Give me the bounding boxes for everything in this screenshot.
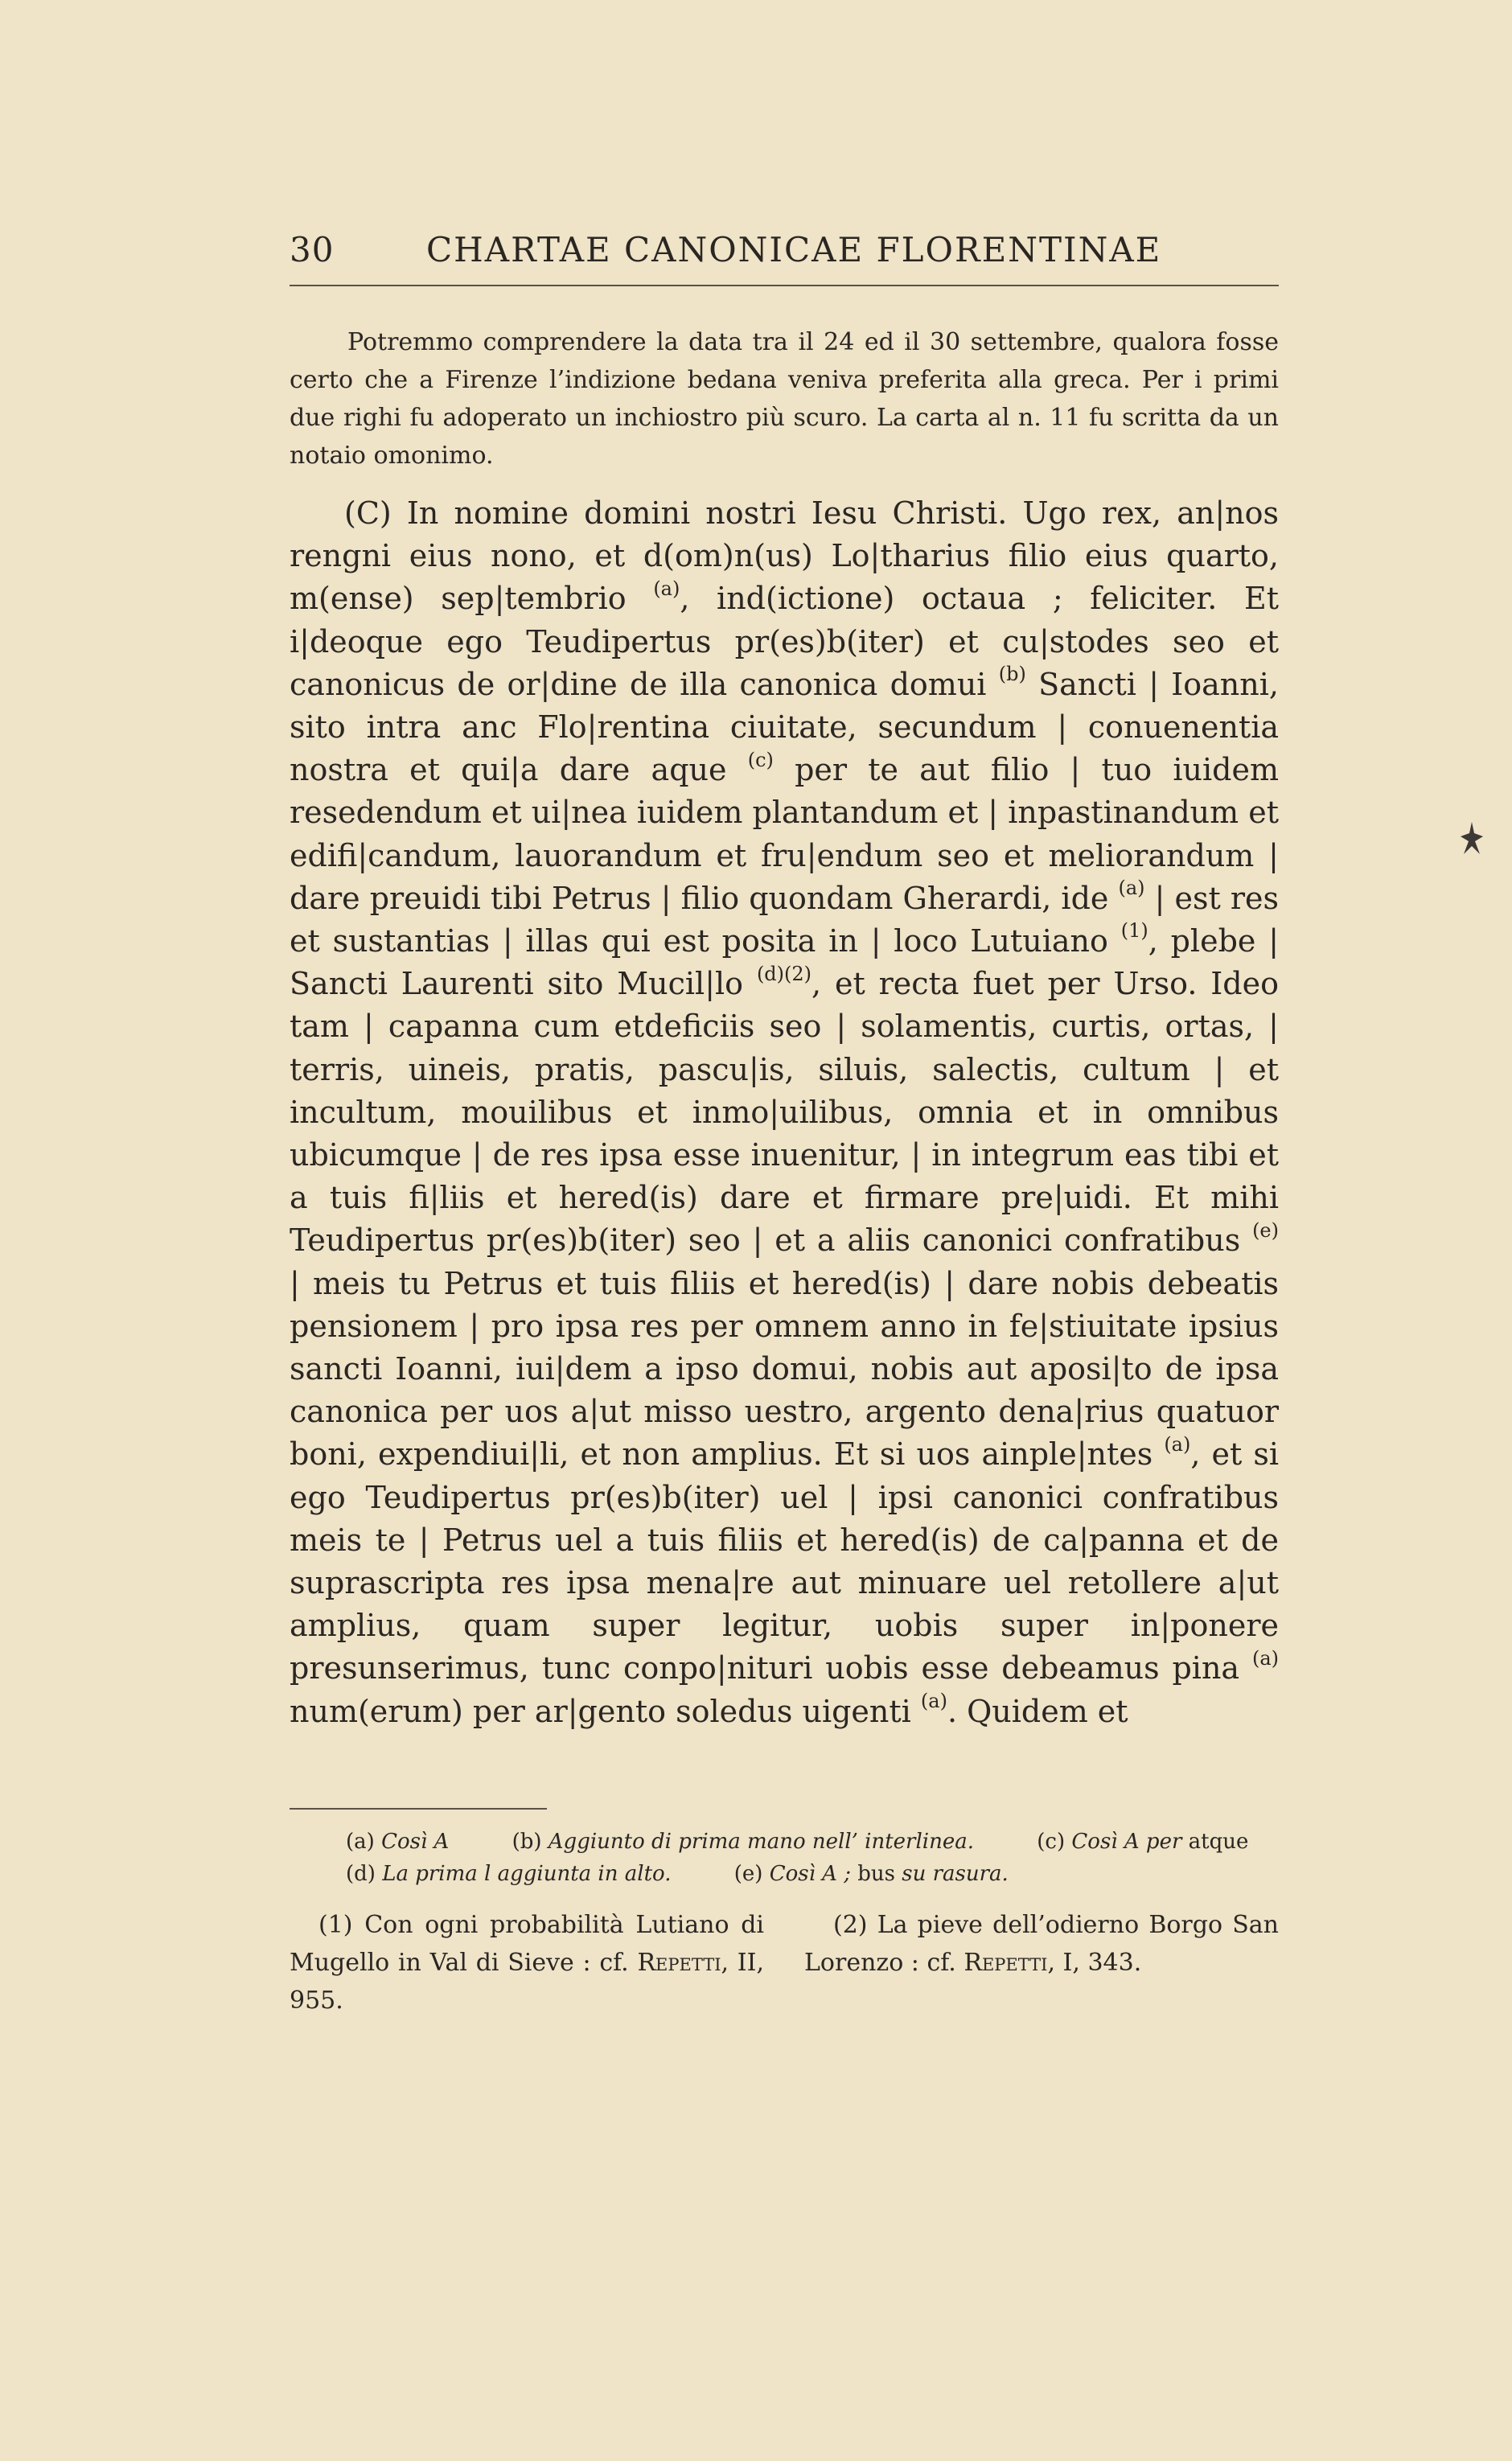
note-text: , I, 343.	[1047, 1949, 1142, 1977]
charter-segment: , et si ego Teudipertus pr(es)b(iter) uel | ipsi canonici confratibus meis te | Petrus uel a tuis filiis et hered(is) de ca|panna et de suprascripta res ipsa mena|re aut minuare uel retollere a|ut amplius, quam super legitur, uobis super in|ponere presunserimus, tunc conpo|nituri uobis esse debeamus pina	[290, 1436, 1279, 1687]
running-title: CHARTAE CANONICAE FLORENTINAE	[426, 230, 1162, 269]
charter-segment: , et recta fuet per Urso. Ideo tam | capanna cum etdeficiis seo | solamentis, curtis, ortas, | terris, uineis, pratis, pascu|is, siluis, salectis, cultum | et incultum, mouilibus et inmo|uilibus, omnia et in omnibus ubicumque | de res ipsa esse inuenitur, | in integrum eas tibi et a tuis fi|liis et hered(is) dare et firmare pre|uidi. Et mihi Teudipertus pr(es)b(iter) seo | et a aliis canonici confratibus	[290, 966, 1279, 1259]
charter-segment: | meis tu Petrus et tuis filiis et hered(is) | dare nobis debeatis pensionem | pro ipsa res per omnem anno in fe|stiuitate ipsius sancti Ioanni, iui|dem a ipso domui, nobis aut aposi|to de ipsa canonica per uos a|ut misso uestro, argento dena|rius quatuor boni, expendiui|li, et non amplius. Et si uos ainple|ntes	[290, 1265, 1279, 1473]
footnote-2	[804, 1906, 1279, 1982]
note-reference: (1)	[1120, 919, 1148, 943]
charter-segment: . Quidem et	[947, 1693, 1128, 1729]
editorial-introduction: Potremmo comprendere la data tra il 24 ed il 30 settembre, qualora fosse certo che a Firenze l’indizione bedana veniva preferita alla greca. Per i primi due righi fu adoperato un inchiostro più scuro. La carta al n. 11 fu scritta da un notaio omonimo.	[290, 328, 1279, 470]
charter-text	[290, 492, 1279, 1733]
page-header	[290, 225, 1279, 290]
note-text: Così A	[381, 1830, 450, 1854]
note-text: atque	[1188, 1830, 1249, 1854]
charter-segment: , plebe | Sancti Laurenti sito Mucil|lo	[290, 923, 1279, 1002]
note-text: su rasura.	[902, 1862, 1009, 1886]
note-reference-author: Repetti	[963, 1949, 1048, 1977]
critical-note-e	[734, 1858, 1009, 1890]
note-text: La pieve dell’odierno Borgo San Lorenzo : cf.	[804, 1911, 1279, 1977]
note-label: (c)	[1037, 1830, 1066, 1854]
critical-apparatus	[290, 1826, 1279, 1890]
note-reference: (a)	[1164, 1432, 1191, 1456]
note-label: (b)	[512, 1830, 542, 1854]
charter-segment: | est res et sustantias | illas qui est posita in | loco Lutuiano	[290, 880, 1279, 959]
note-text: Così A ;	[769, 1862, 851, 1886]
critical-note-c	[1037, 1826, 1248, 1858]
note-reference: (e)	[1252, 1218, 1279, 1242]
charter-segment: (C) In nomine domini nostri Iesu Christi. Ugo rex, an|nos rengni eius nono, et d(om)n(us) Lo|tharius filio eius quarto, m(ense) sep|tembrio	[290, 495, 1279, 617]
note-label: (2)	[833, 1911, 868, 1939]
note-reference-author: Repetti	[637, 1949, 721, 1977]
note-reference: (a)	[1251, 1646, 1279, 1670]
note-word: bus	[857, 1862, 895, 1886]
footnote-rule	[290, 1808, 547, 1810]
note-label: (d)	[346, 1862, 376, 1886]
note-reference: (d)(2)	[756, 962, 812, 985]
note-word: per	[1145, 1830, 1182, 1854]
note-label: (e)	[733, 1862, 763, 1886]
ink-blot-icon	[1456, 819, 1488, 867]
footnote-1	[290, 1906, 764, 2019]
note-reference: (a)	[1118, 877, 1145, 900]
note-label: (a)	[346, 1830, 375, 1854]
note-reference: (b)	[998, 663, 1026, 686]
note-text: La prima l aggiunta in alto.	[382, 1862, 672, 1886]
critical-note-a	[346, 1826, 449, 1858]
charter-segment: , ind(ictione) octaua ; feliciter. Et i|deoque ego Teudipertus pr(es)b(iter) et cu|stodes seo et canonicus de or|dine de illa canonica domui	[290, 581, 1279, 702]
charter-segment: per te aut filio | tuo iuidem resedendum et ui|nea iuidem plantandum et | inpastinandum et edifi|candum, lauorandum et fru|endum seo et meliorandum | dare preuidi tibi Petrus | filio quondam Gherardi, ide	[290, 752, 1279, 916]
note-label: (1)	[318, 1911, 353, 1939]
note-text: Aggiunto di prima mano nell’ interlinea.	[548, 1830, 975, 1854]
charter-segment: num(erum) per ar|gento soledus uigenti	[290, 1693, 921, 1729]
page-number: 30	[290, 230, 335, 269]
note-reference: (a)	[920, 1690, 947, 1713]
note-reference: (a)	[653, 577, 680, 600]
note-text: , II, 955.	[290, 1949, 765, 2015]
charter-segment: Sancti | Ioanni, sito intra anc Flo|rentina ciuitate, secundum | conuenentia nostra et qui|a dare aque	[290, 666, 1279, 788]
note-text: Con ogni probabilità Lutiano di Mugello in Val di Sieve : cf.	[290, 1911, 764, 1977]
note-reference: (c)	[747, 748, 774, 771]
critical-note-d	[346, 1858, 671, 1890]
header-rule	[290, 285, 1279, 286]
note-text: Così A	[1071, 1830, 1140, 1854]
critical-note-b	[512, 1826, 974, 1858]
